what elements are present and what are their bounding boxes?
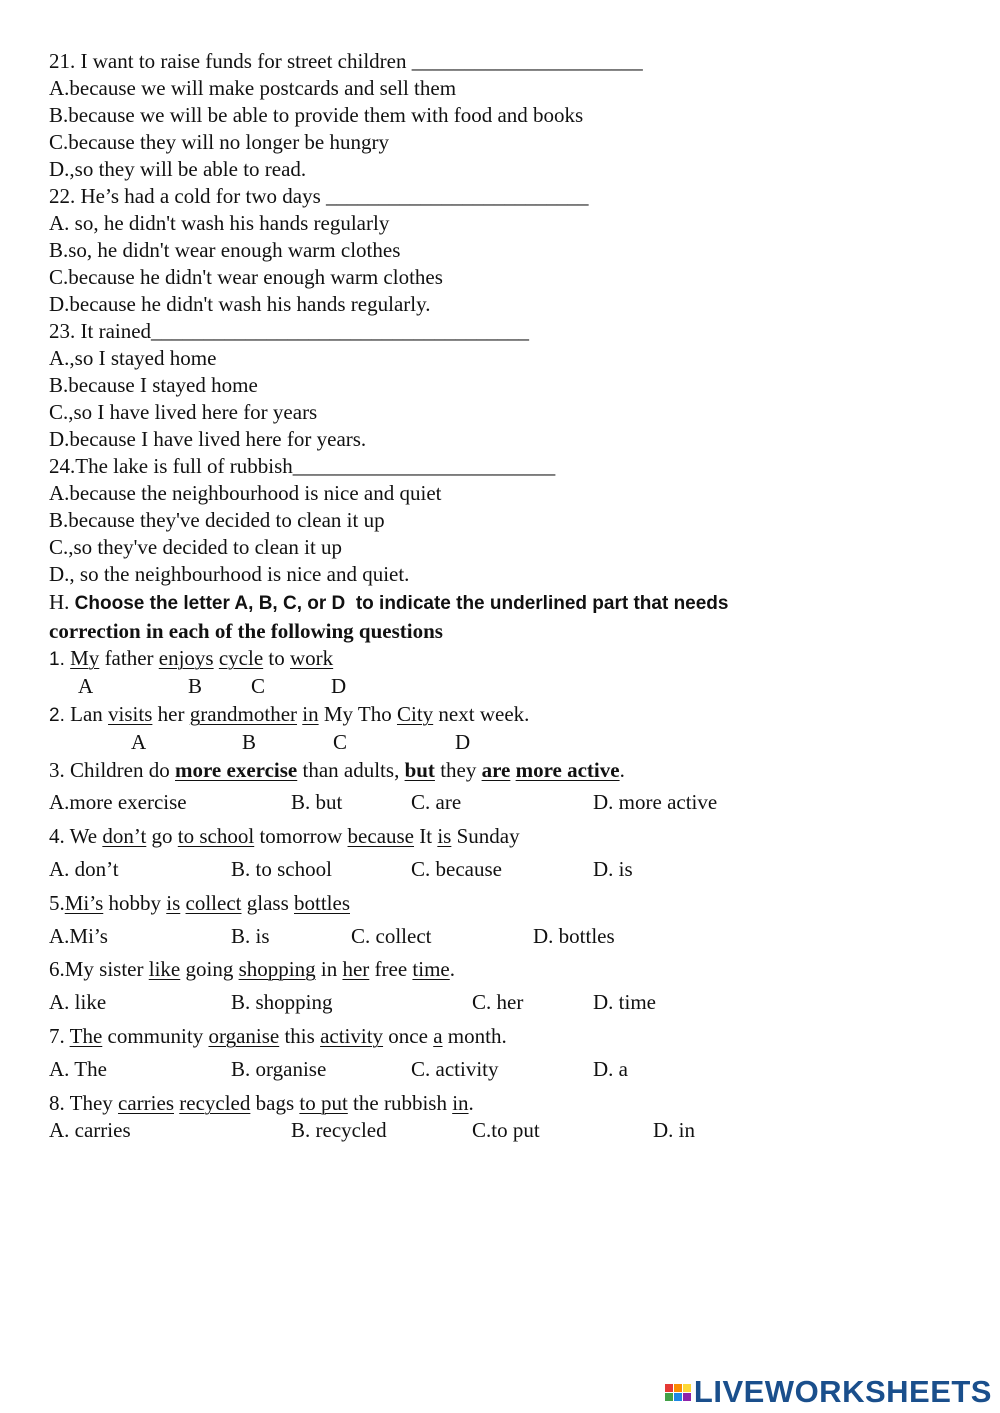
q21-blank[interactable]: ______________________ <box>411 49 643 73</box>
q5-part-a[interactable]: Mi’s <box>64 891 104 915</box>
error-q8-sentence: 8. They carries recycled bags to put the rubbish in. <box>49 1091 474 1115</box>
q6-part-d[interactable]: time <box>412 957 450 981</box>
q24-option-d: D., so the neighbourhood is nice and quiet. <box>49 562 410 586</box>
q22-option-b: B.so, he didn't wear enough warm clothes <box>49 238 401 262</box>
q1-part-a[interactable]: My <box>70 646 100 670</box>
q5-option-a[interactable]: A.Mi’s <box>49 924 108 948</box>
q8-option-d[interactable]: D. in <box>653 1118 695 1142</box>
brand-name: LIVEWORKSHEETS <box>693 1374 992 1409</box>
q22-option-d: D.because he didn't wash his hands regularly. <box>49 292 431 316</box>
q6-option-a[interactable]: A. like <box>49 990 107 1014</box>
q7-option-b[interactable]: B. organise <box>231 1057 327 1081</box>
q7-option-a[interactable]: A. The <box>49 1057 107 1081</box>
q6-option-c[interactable]: C. her <box>472 990 524 1014</box>
q3-option-b[interactable]: B. but <box>291 790 343 814</box>
q2-part-a[interactable]: visits <box>108 702 153 726</box>
error-q7-sentence: 7. The community organise this activity once a month. <box>49 1024 507 1048</box>
q4-part-d[interactable]: is <box>437 824 452 848</box>
q4-option-b[interactable]: B. to school <box>231 857 332 881</box>
q1-part-c[interactable]: cycle <box>218 646 264 670</box>
q2-part-d[interactable]: City <box>396 702 434 726</box>
q1-letter-d: D <box>331 674 347 698</box>
q6-option-d[interactable]: D. time <box>593 990 656 1014</box>
logo-block <box>674 1384 682 1392</box>
q7-part-a[interactable]: The <box>69 1024 103 1048</box>
q23-option-d: D.because I have lived here for years. <box>49 427 367 451</box>
q6-part-c[interactable]: her <box>342 957 370 981</box>
q7-part-b[interactable]: organise <box>208 1024 280 1048</box>
q3-part-a[interactable]: more exercise <box>175 758 298 782</box>
q2-part-b[interactable]: grandmother <box>189 702 298 726</box>
error-q4-sentence: 4. We don’t go to school tomorrow because It is Sunday <box>49 824 520 848</box>
q5-option-b[interactable]: B. is <box>231 924 270 948</box>
q8-part-b[interactable]: recycled <box>179 1091 251 1115</box>
q24-option-a: A.because the neighbourhood is nice and quiet <box>49 481 442 505</box>
error-q3-sentence: 3. Children do more exercise than adults, but they are more active. <box>49 758 625 782</box>
logo-block <box>683 1384 691 1392</box>
q5-option-d[interactable]: D. bottles <box>533 924 615 948</box>
q2-part-c[interactable]: in <box>302 702 319 726</box>
q23-option-b: B.because I stayed home <box>49 373 258 397</box>
q7-part-d[interactable]: a <box>433 1024 443 1048</box>
q24-stem: 24.The lake is full of rubbish_________________________ <box>49 454 556 478</box>
q2-letter-c: C <box>333 730 348 754</box>
q8-part-a[interactable]: carries <box>118 1091 174 1115</box>
q8-option-c[interactable]: C.to put <box>472 1118 540 1142</box>
q6-option-b[interactable]: B. shopping <box>231 990 333 1014</box>
logo-block <box>665 1384 673 1392</box>
q23-blank[interactable]: ____________________________________ <box>151 319 530 343</box>
q21-option-a: A.because we will make postcards and sell them <box>49 76 457 100</box>
q21-option-c: C.because they will no longer be hungry <box>49 130 389 154</box>
q3-part-d[interactable]: more active <box>515 758 620 782</box>
q1-part-d[interactable]: work <box>290 646 334 670</box>
q6-part-b[interactable]: shopping <box>238 957 316 981</box>
error-q5-sentence: 5.Mi’s hobby is collect glass bottles <box>49 891 350 915</box>
section-h-heading: H. Choose the letter A, B, C, or D to indicate the underlined part that needs <box>49 590 729 614</box>
q5-part-b[interactable]: is <box>166 891 181 915</box>
error-q1-sentence: 1. My father enjoys cycle to work <box>49 646 334 670</box>
q4-part-a[interactable]: don’t <box>102 824 147 848</box>
q3-part-c[interactable]: are <box>481 758 511 782</box>
error-q6-sentence: 6.My sister like going shopping in her free time. <box>49 957 455 981</box>
q4-option-a[interactable]: A. don’t <box>49 857 119 881</box>
q1-letter-a: A <box>78 674 94 698</box>
q8-option-a[interactable]: A. carries <box>49 1118 131 1142</box>
logo-block <box>665 1393 673 1401</box>
q21-option-b: B.because we will be able to provide them with food and books <box>49 103 584 127</box>
q2-letter-d: D <box>455 730 471 754</box>
q7-option-d[interactable]: D. a <box>593 1057 628 1081</box>
logo-block <box>683 1393 691 1401</box>
q4-option-c[interactable]: C. because <box>411 857 502 881</box>
q2-letter-b: B <box>242 730 257 754</box>
liveworksheets-logo-icon <box>665 1384 691 1401</box>
q3-option-d[interactable]: D. more active <box>593 790 718 814</box>
q3-part-b[interactable]: but <box>404 758 435 782</box>
q22-stem: 22. He’s had a cold for two days _________________________ <box>49 184 589 208</box>
section-h-subheading: correction in each of the following questions <box>49 619 443 643</box>
q1-letter-b: B <box>188 674 203 698</box>
q5-option-c[interactable]: C. collect <box>351 924 432 948</box>
q23-option-c: C.,so I have lived here for years <box>49 400 318 424</box>
q8-part-c[interactable]: to put <box>299 1091 348 1115</box>
q8-option-b[interactable]: B. recycled <box>291 1118 387 1142</box>
q4-part-b[interactable]: to school <box>177 824 255 848</box>
q5-part-d[interactable]: bottles <box>294 891 350 915</box>
q21-option-d: D.,so they will be able to read. <box>49 157 307 181</box>
q23-stem: 23. It rained____________________________________ <box>49 319 530 343</box>
liveworksheets-footer <box>665 1374 992 1410</box>
q1-letter-c: C <box>251 674 266 698</box>
q2-letter-a: A <box>131 730 147 754</box>
q5-part-c[interactable]: collect <box>185 891 242 915</box>
q21-stem: 21. I want to raise funds for street children ______________________ <box>49 49 643 73</box>
q4-part-c[interactable]: because <box>347 824 415 848</box>
q7-option-c[interactable]: C. activity <box>411 1057 499 1081</box>
logo-block <box>674 1393 682 1401</box>
q24-blank[interactable]: _________________________ <box>292 454 556 478</box>
q22-option-c: C.because he didn't wear enough warm clothes <box>49 265 443 289</box>
q3-option-a[interactable]: A.more exercise <box>49 790 187 814</box>
error-q2-sentence: 2. Lan visits her grandmother in My Tho City next week. <box>49 702 530 726</box>
q24-option-b: B.because they've decided to clean it up <box>49 508 385 532</box>
q6-part-a[interactable]: like <box>148 957 181 981</box>
q22-blank[interactable]: _________________________ <box>326 184 589 208</box>
q24-option-c: C.,so they've decided to clean it up <box>49 535 343 559</box>
q23-option-a: A.,so I stayed home <box>49 346 217 370</box>
q7-part-c[interactable]: activity <box>320 1024 384 1048</box>
q1-part-b[interactable]: enjoys <box>158 646 214 670</box>
q22-option-a: A. so, he didn't wash his hands regularly <box>49 211 390 235</box>
q4-option-d[interactable]: D. is <box>593 857 633 881</box>
q8-part-d[interactable]: in <box>452 1091 469 1115</box>
q3-option-c[interactable]: C. are <box>411 790 462 814</box>
